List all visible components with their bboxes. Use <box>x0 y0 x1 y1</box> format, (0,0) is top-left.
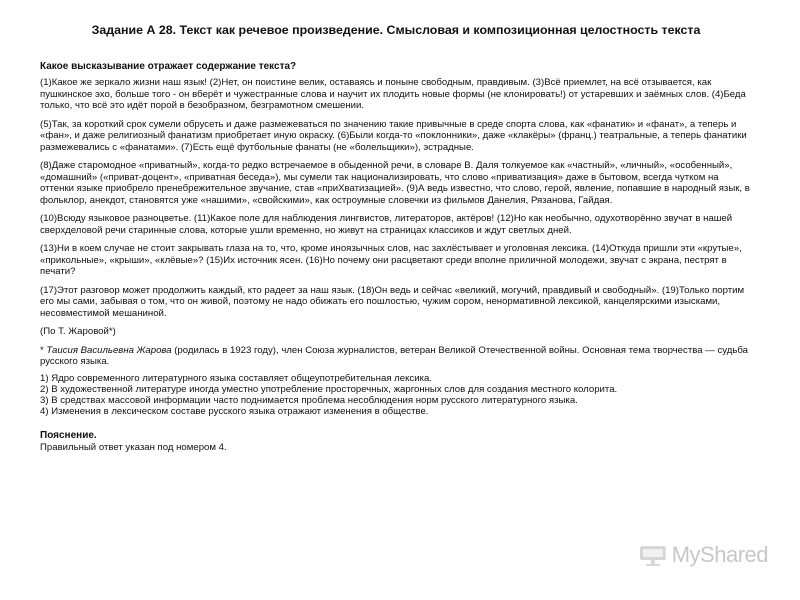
text-paragraph: (8)Даже старомодное «приватный», когда-то редко встречаемое в обыденной речи, в словаре В. Даля толкуемое как «частный», «личный», «особенный», «домашний» («приват-доцент», «приватная беседа»), мы сумели так национализировать, что слово «приватизация» даже в бытовом, всегда чутком на оттенки языке приобрело пренебрежительное звучание, став «приХватизацией». (9)А ведь известно, что слово, герой, явление, попавшие в народный язык, в фольклор, анекдот, становятся уже «нашими», «свойскими», как остроумные словечки из фильмов Данелия, Рязанова, Гайдая. <box>40 160 750 206</box>
text-paragraph: (1)Какое же зеркало жизни наш язык! (2)Нет, он поистине велик, оставаясь и поныне свободным, правдивым. (3)Всё приемлет, на всё отзывается, как пушкинское эхо, больше того - он вберёт и чужестранные слова и научит их плодить новые формы (не клонировать!) от устаревших и заёмных слов. (4)Беда только, что всё это идёт порой в безобразном, безграмотном смешении. <box>40 77 746 111</box>
text-paragraph: (13)Ни в коем случае не стоит закрывать глаза на то, что, кроме иноязычных слов, нас захлёстывает и уголовная лексика. (14)Откуда пришли эти «крутые», «прикольные», «крыши», «клёвые»? (15)Их источник ясен. (16)Но почему они расцветают среди вполне приличной молодежи, звучат с экрана, пестрят в печати? <box>40 243 742 277</box>
explanation-text: Правильный ответ указан под номером 4. <box>40 441 227 453</box>
text-paragraph: (10)Всюду языковое разноцветье. (11)Какое поле для наблюдения лингвистов, литераторов, актёров! (12)Но как необычно, одухотворённо звучат в нашей сверхделовой речи старинные слова, которые ушли временно, но живут на страницах классиков и ждут светлых дней. <box>40 213 733 236</box>
presentation-icon <box>638 543 668 567</box>
author-name: Таисия Васильевна Жарова <box>46 344 172 356</box>
explanation-title: Пояснение. <box>40 429 97 441</box>
answer-option: 1) Ядро современного литературного языка составляет общеупотребительная лексика. <box>40 372 432 384</box>
watermark-logo <box>638 540 768 570</box>
author-note <box>40 345 752 368</box>
author-note-text: (родилась в 1923 году), член Союза журналистов, ветеран Великой Отечественной войны. Основная тема творчества — судьба русского языка. <box>40 344 748 367</box>
text-paragraph: (5)Так, за короткий срок сумели обрусеть и даже размежеваться по значению такие привычные в среде спорта слова, как «фанатик» и «фанат», а теперь и «фан», и даже религиозный фанатизм приобретает иную окраску. (6)Были когда-то «поклонники», даже «клакёры» (франц.) театральные, а теперь фанатики размежевались с «фанатами». (7)Есть ещё футбольные фанаты (не «болельщики»), эстрадные. <box>40 118 747 153</box>
question-text: Какое высказывание отражает содержание текста? <box>40 61 297 72</box>
text-paragraph: (17)Этот разговор может продолжить каждый, кто радеет за наш язык. (18)Он ведь и сейчас «великий, могучий, правдивый и свободный». (19)Только портим его мы сами, забывая о том, что он живой, поэтому не надо обижать его пошлостью, чужим сором, ненормативной лексикой, канцелярскими изысками, несовместимой мешаниной. <box>40 284 745 319</box>
answer-options <box>40 373 752 417</box>
answer-option: 4) Изменения в лексическом составе русского языка отражают изменения в обществе. <box>40 405 429 417</box>
task-document <box>40 22 752 454</box>
author-note-prefix: * <box>40 344 47 356</box>
task-title: Задание А 28. Текст как речевое произведение. Смысловая и композиционная целостность текста <box>91 23 701 37</box>
source-attribution: (По Т. Жаровой*) <box>40 326 116 337</box>
answer-option: 2) В художественной литературе иногда уместно употребление просторечных, жаргонных слов для создания местного колорита. <box>40 383 618 395</box>
watermark-text: MyShared <box>671 542 768 567</box>
answer-option: 3) В средствах массовой информации часто поднимается проблема несоблюдения норм русского литературного языка. <box>40 394 578 406</box>
